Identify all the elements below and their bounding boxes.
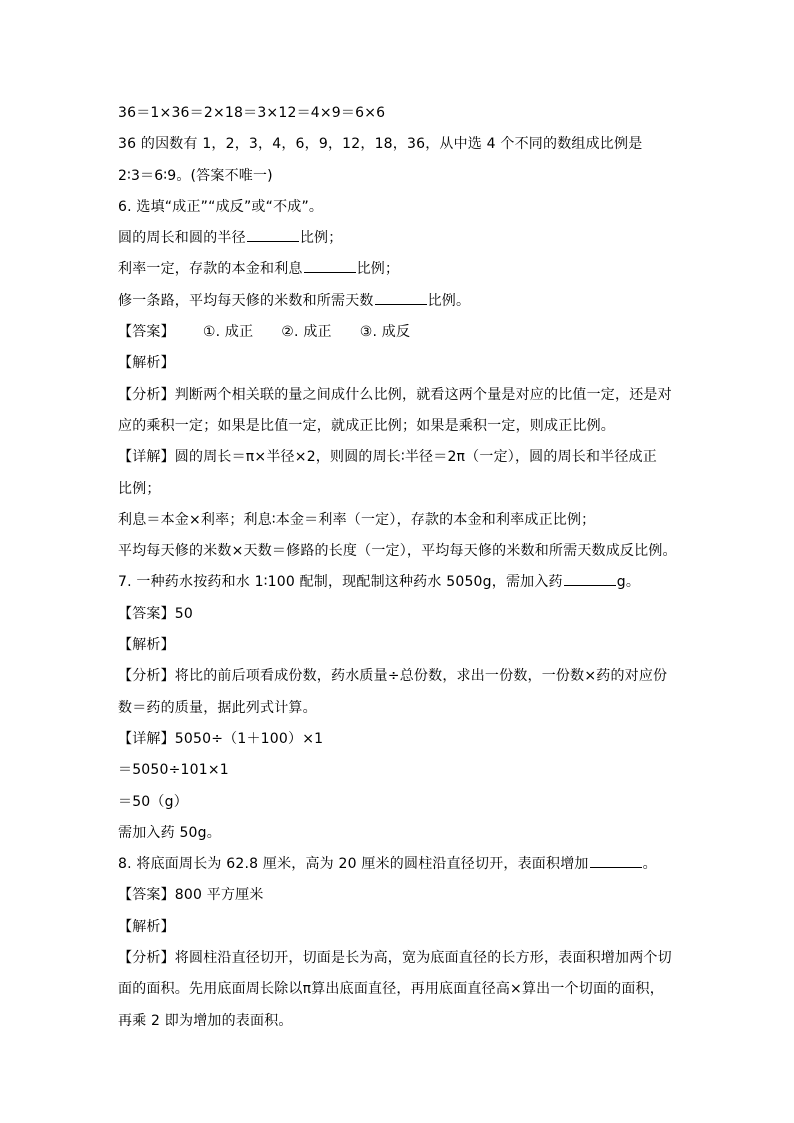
question-7-answer: 【答案】50 — [118, 605, 194, 622]
item-a-text: 圆的周长和圆的半径 — [118, 230, 246, 247]
answer-3: ③. 成反 — [359, 324, 411, 341]
question-6-analysis-label: 【解析】 — [118, 355, 175, 372]
question-7-detail-3: ＝50（g） — [118, 793, 188, 810]
question-8-text: 8. 将底面周长为 62.8 厘米，高为 20 厘米的圆柱沿直径切开，表面积增加 — [118, 856, 589, 873]
question-7-analysis-label: 【解析】 — [118, 637, 175, 654]
question-8-answer: 【答案】800 平方厘米 — [118, 887, 264, 904]
question-8-fenxi-3: 再乘 2 即为增加的表面积。 — [118, 1012, 293, 1029]
question-6-fenxi-2: 应的乘积一定；如果是比值一定，就成正比例；如果是乘积一定，则成正比例。 — [118, 417, 615, 434]
answer-2: ②. 成正 — [281, 324, 332, 341]
answer-blank — [590, 853, 642, 868]
question-8-analysis-label: 【解析】 — [118, 918, 175, 935]
question-6-fenxi-1: 【分析】判断两个相关联的量之间成什么比例，就看这两个量是对应的比值一定，还是对 — [118, 386, 672, 403]
question-6-item-c — [118, 289, 678, 320]
question-7-suffix: g。 — [616, 574, 641, 591]
question-7-detail-1: 【详解】5050÷（1＋100）×1 — [118, 730, 324, 747]
question-8-fenxi-2: 面的面积。先用底面周长除以π算出底面直径，再用底面直径高×算出一个切面的面积， — [118, 981, 664, 998]
item-b-suffix: 比例； — [356, 261, 400, 278]
question-8-fenxi-1: 【分析】将圆柱沿直径切开，切面是长为高，宽为底面直径的长方形，表面积增加两个切 — [118, 950, 672, 967]
factor-list: 36 的因数有 1，2，3，4，6，9，12，18，36，从中选 4 个不同的数组成比例是 — [118, 136, 643, 153]
answer-blank — [375, 290, 427, 305]
question-6-detail-2: 比例； — [118, 480, 161, 497]
question-7-text: 7. 一种药水按药和水 1∶100 配制，现配制这种药水 5050g，需加入药 — [118, 574, 563, 591]
answer-blank — [247, 227, 299, 242]
question-6-answer — [118, 320, 678, 351]
question-6-detail-1: 【详解】圆的周长＝π×半径×2，则圆的周长∶半径＝2π（一定），圆的周长和半径成正 — [118, 449, 657, 466]
answer-1: ①. 成正 — [202, 324, 254, 341]
question-8 — [118, 852, 678, 883]
question-6-detail-3: 利息＝本金×利率；利息∶本金＝利率（一定），存款的本金和利率成正比例； — [118, 511, 596, 528]
question-6-detail-4: 平均每天修的米数×天数＝修路的长度（一定），平均每天修的米数和所需天数成反比例。 — [118, 543, 677, 560]
question-7-fenxi-2: 数＝药的质量，据此列式计算。 — [118, 699, 317, 716]
document-page — [118, 101, 678, 1040]
question-8-suffix: 。 — [642, 856, 657, 873]
item-a-suffix: 比例； — [299, 230, 343, 247]
question-7-detail-4: 需加入药 50g。 — [118, 824, 221, 841]
question-6-item-b — [118, 257, 678, 288]
item-c-text: 修一条路，平均每天修的米数和所需天数 — [118, 292, 374, 309]
answer-blank — [564, 571, 616, 586]
factor-equation: 36＝1×36＝2×18＝3×12＝4×9＝6×6 — [118, 105, 386, 121]
item-c-suffix: 比例。 — [427, 292, 471, 309]
answer-blank — [304, 258, 356, 273]
item-b-text: 利率一定，存款的本金和利息 — [118, 261, 303, 278]
question-7-detail-2: ＝5050÷101×1 — [118, 762, 229, 779]
question-6-title: 6. 选填“成正”“成反”或“不成”。 — [118, 198, 324, 215]
proportion-example: 2∶3＝6∶9。(答案不唯一) — [118, 167, 273, 184]
answer-label: 【答案】 — [118, 324, 175, 341]
question-7-fenxi-1: 【分析】将比的前后项看成份数，药水质量÷总份数，求出一份数，一份数×药的对应份 — [118, 668, 668, 685]
question-7 — [118, 570, 678, 601]
question-6-item-a — [118, 226, 678, 257]
